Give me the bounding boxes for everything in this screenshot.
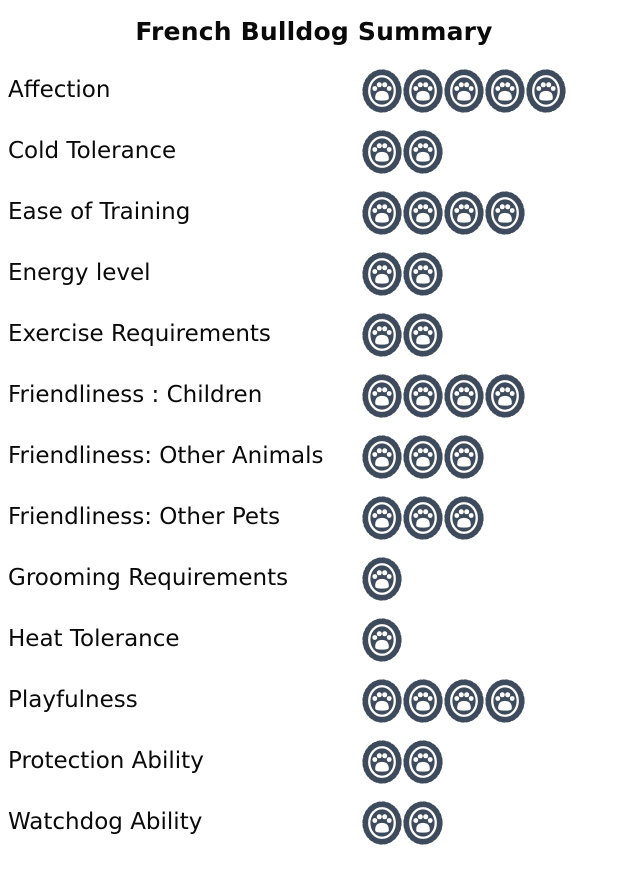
trait-row [8, 548, 620, 609]
paw-icon [403, 679, 443, 723]
trait-label: Heat Tolerance [8, 626, 180, 652]
paw-icon [362, 191, 402, 235]
paw-icon [403, 130, 443, 174]
french-bulldog-summary-chart [0, 16, 620, 891]
trait-row [8, 487, 620, 548]
paw-icon [403, 191, 443, 235]
paw-icon [362, 801, 402, 845]
page-title: French Bulldog Summary [135, 17, 493, 46]
trait-label: Watchdog Ability [8, 809, 203, 835]
paw-rating [362, 191, 526, 235]
paw-icon [362, 557, 402, 601]
paw-rating [362, 252, 444, 296]
trait-label: Cold Tolerance [8, 138, 177, 164]
paw-icon [362, 69, 402, 113]
trait-label: Energy level [8, 260, 151, 286]
paw-rating [362, 801, 444, 845]
paw-icon [403, 496, 443, 540]
paw-rating [362, 740, 444, 784]
paw-icon [444, 69, 484, 113]
paw-rating [362, 130, 444, 174]
paw-icon [444, 496, 484, 540]
paw-icon [362, 679, 402, 723]
paw-icon [403, 252, 443, 296]
paw-icon [403, 740, 443, 784]
trait-row [8, 243, 620, 304]
trait-row [8, 792, 620, 853]
trait-label: Friendliness: Other Animals [8, 443, 324, 469]
trait-rows [8, 60, 620, 853]
paw-icon [485, 679, 525, 723]
paw-icon [362, 130, 402, 174]
paw-icon [403, 435, 443, 479]
paw-icon [362, 374, 402, 418]
trait-label: Grooming Requirements [8, 565, 289, 591]
paw-icon [403, 374, 443, 418]
paw-icon [485, 374, 525, 418]
trait-row [8, 121, 620, 182]
paw-icon [362, 313, 402, 357]
paw-rating [362, 557, 403, 601]
paw-icon [362, 496, 402, 540]
paw-icon [444, 191, 484, 235]
trait-label: Protection Ability [8, 748, 204, 774]
trait-row [8, 304, 620, 365]
trait-row [8, 182, 620, 243]
paw-icon [444, 374, 484, 418]
trait-label: Friendliness : Children [8, 382, 263, 408]
paw-rating [362, 374, 526, 418]
paw-icon [362, 618, 402, 662]
trait-label: Ease of Training [8, 199, 191, 225]
paw-rating [362, 618, 403, 662]
trait-row [8, 365, 620, 426]
paw-icon [403, 69, 443, 113]
paw-rating [362, 496, 485, 540]
paw-icon [362, 252, 402, 296]
paw-rating [362, 313, 444, 357]
trait-label: Affection [8, 77, 111, 103]
trait-label: Friendliness: Other Pets [8, 504, 281, 530]
paw-rating [362, 679, 526, 723]
trait-label: Playfulness [8, 687, 138, 713]
paw-icon [485, 69, 525, 113]
paw-icon [362, 740, 402, 784]
trait-row [8, 60, 620, 121]
paw-icon [526, 69, 566, 113]
paw-rating [362, 69, 567, 113]
paw-icon [444, 435, 484, 479]
trait-row [8, 670, 620, 731]
paw-icon [403, 313, 443, 357]
paw-icon [362, 435, 402, 479]
paw-icon [403, 801, 443, 845]
trait-row [8, 426, 620, 487]
paw-rating [362, 435, 485, 479]
paw-icon [444, 679, 484, 723]
trait-row [8, 609, 620, 670]
paw-icon [485, 191, 525, 235]
trait-row [8, 731, 620, 792]
trait-label: Exercise Requirements [8, 321, 271, 347]
